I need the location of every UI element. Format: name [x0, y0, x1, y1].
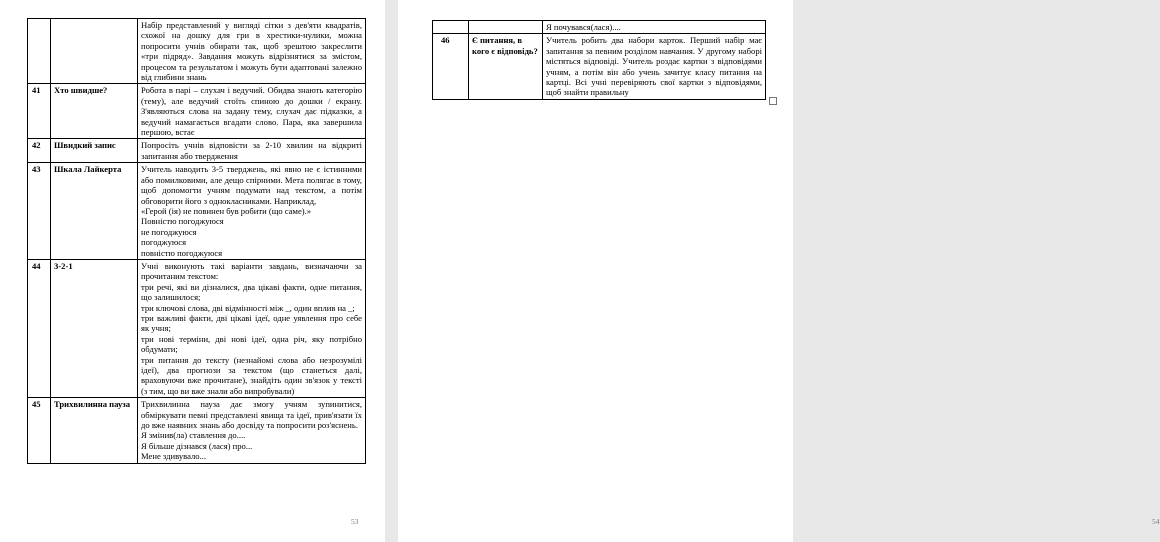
prompt-line: Я більше дізнався (лася) про... [141, 440, 253, 451]
task-variant: три нові терміни, дві нові ідеї, одна річ, яку потрібно обдумати; [141, 333, 362, 355]
description-text: Трихвилинна пауза дає змогу учням зупинитися, обміркувати певні представлені явища та ідеї, прив'язати їх до вже наявних знань або досвіду та попросити роз'яснень. [141, 399, 362, 431]
scale-option: Повністю погоджуюся [141, 216, 224, 227]
page-number: 53 [351, 517, 359, 526]
method-description: Учитель робить два набори карток. Перший набір має запитання за певним розділом навчання. У другому наборі містяться відповіді. Учитель роздає картки з відповідями учням, а потім він або учень зачитує класу питання на картці. Всі учні перевіряють свої картки з відповідями, щоб знайти правильну [543, 34, 766, 99]
method-description [138, 259, 366, 397]
task-variant: три речі, які ви дізналися, два цікаві факти, одне питання, що залишилося; [141, 281, 362, 303]
name-cell [51, 19, 138, 84]
row-number: 44 [28, 259, 51, 397]
method-description: Попросіть учнів відповісти за 2-10 хвилин на відкриті запитання або твердження [138, 139, 366, 163]
num-cell [433, 21, 469, 34]
page-number: 54 [1152, 517, 1160, 526]
task-variant: три питання до тексту (незнайомі слова або незрозумілі ідеї), два прогнози за текстом (що станеться далі, враховуючи вже прочитане), знайдіть один зв'язок у тексті (з тим, що ви вже знали або випробували) [141, 354, 362, 396]
method-name: Трихвилинна пауза [51, 398, 138, 463]
row-number: 43 [28, 163, 51, 260]
description-text: Учні виконують такі варіанти завдань, визначаючи за прочитаним текстом: [141, 260, 362, 282]
num-cell [28, 19, 51, 84]
table-row [433, 34, 766, 99]
table-row [28, 398, 366, 463]
scale-option: погоджуюся [141, 237, 187, 248]
table-row [28, 163, 366, 260]
table-row [28, 139, 366, 163]
table-row [28, 19, 366, 84]
methods-table-left [27, 18, 366, 464]
row-number: 46 [433, 34, 469, 99]
methods-table-right [432, 20, 766, 100]
table-row [433, 21, 766, 34]
method-name: Хто швидше? [51, 84, 138, 139]
method-name: Є питання, в кого є відповідь? [469, 34, 543, 99]
description-text: Учитель наводить 3-5 тверджень, які явно не є істинними або помилковими, але дещо спірними. Мета полягає в тому, щоб допомогти учням подумати над текстом, а потім обговорити його з однокласниками. Наприклад, [141, 164, 362, 206]
task-variant: три важливі факти, дві цікаві ідеї, одне уявлення про себе як учня; [141, 312, 362, 334]
page-gap [385, 0, 398, 542]
method-description: Робота в парі – слухач і ведучий. Обидва знають категорію (тему), але ведучий стоїть спиною до дошки / екрану. З'являються слова на задану тему, слухач дає підказки, а ведучий намагається вгадати слово. Пара, яка завершила першою, встає [138, 84, 366, 139]
table-row [28, 259, 366, 397]
description-cell: Набір представлений у вигляді сітки з дев'яти квадратів, схожої на дошку для гри в хрестики-нулики, можна попросити учнів обирати так, щоб зрештою закреслити «три підряд». Завдання можуть відрізнятися за змістом, процесом та результатом і можуть бути адаптовані залежно від глибини знань [138, 19, 366, 84]
method-description [138, 163, 366, 260]
method-name: Швидкий запис [51, 139, 138, 163]
example-statement: «Герой (ія) не повинен був робити (що саме).» [141, 205, 312, 216]
method-description [138, 398, 366, 463]
method-name: Шкала Лайкерта [51, 163, 138, 260]
prompt-line: Мене здивувало... [141, 451, 207, 462]
paragraph-end-marker [769, 97, 777, 105]
table-row [28, 84, 366, 139]
row-number: 45 [28, 398, 51, 463]
document-page-left [0, 0, 385, 542]
row-number: 41 [28, 84, 51, 139]
scale-option: не погоджуюся [141, 226, 197, 237]
description-cell: Я почувався(лася).... [543, 21, 766, 34]
prompt-line: Я змінив(ла) ставлення до.... [141, 430, 246, 441]
task-variant: три ключові слова, дві відмінності між _, один вплив на _; [141, 302, 355, 313]
method-name: 3-2-1 [51, 259, 138, 397]
row-number: 42 [28, 139, 51, 163]
scale-option: повністю погоджуюся [141, 247, 223, 258]
name-cell [469, 21, 543, 34]
